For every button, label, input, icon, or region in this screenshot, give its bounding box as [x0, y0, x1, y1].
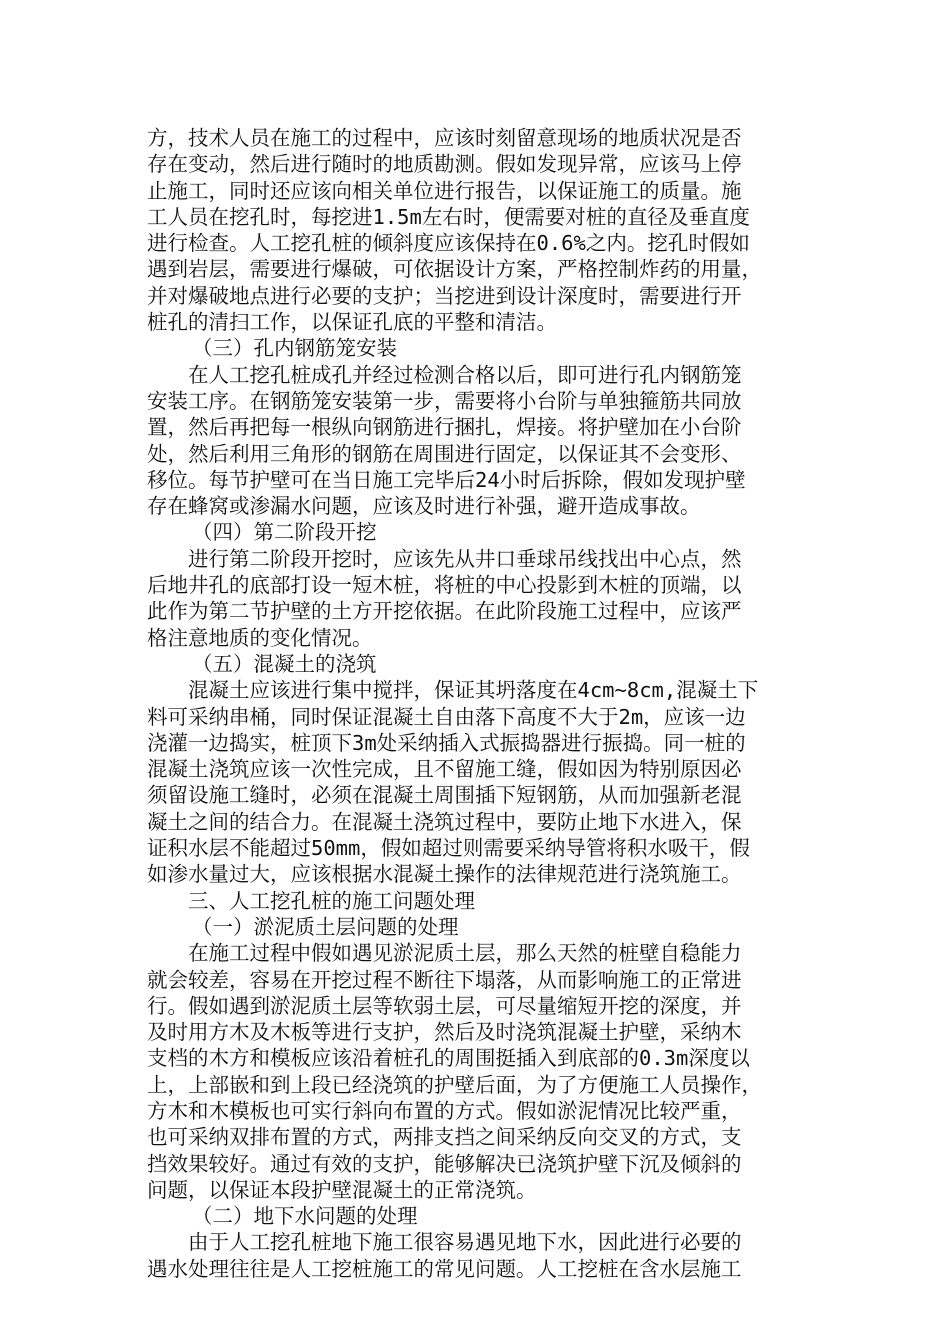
text-line: 进行检查。人工挖孔桩的倾斜度应该保持在0.6%之内。挖孔时假如 [147, 231, 750, 256]
text-line: 移位。每节护壁可在当日施工完毕后24小时后拆除，假如发现护壁 [147, 467, 746, 492]
text-line: 凝土之间的结合力。在混凝土浇筑过程中，要防止地下水进入，保 [147, 809, 742, 834]
paragraph-first-line: 由于人工挖孔桩地下施工很容易遇见地下水，因此进行必要的 [188, 1230, 742, 1255]
text-line: 并对爆破地点进行必要的支护；当挖进到设计深度时，需要进行开 [147, 283, 742, 308]
text-line: 料可采纳串桶，同时保证混凝土自由落下高度不大于2m，应该一边 [147, 704, 746, 729]
text-line: 处，然后利用三角形的钢筋在周围进行固定，以保证其不会变形、 [147, 441, 742, 466]
text-line: 存在变动，然后进行随时的地质勘测。假如发现异常，应该马上停 [147, 152, 742, 177]
text-line: 浇灌一边捣实，桩顶下3m处采纳插入式振捣器进行振捣。同一桩的 [147, 730, 746, 755]
document-text-block [147, 125, 803, 1282]
text-line: 挡效果较好。通过有效的支护，能够解决已浇筑护壁下沉及倾斜的 [147, 1151, 742, 1176]
section-heading-line: （一）淤泥质土层问题的处理 [192, 914, 459, 939]
paragraph-first-line: 在人工挖孔桩成孔并经过检测合格以后，即可进行孔内钢筋笼 [188, 362, 742, 387]
text-line: 止施工，同时还应该向相关单位进行报告，以保证施工的质量。施 [147, 178, 742, 203]
text-line: 格注意地质的变化情况。 [147, 625, 373, 650]
text-line: 桩孔的清扫工作，以保证孔底的平整和清洁。 [147, 310, 557, 335]
text-line: 后地井孔的底部打设一短木桩，将桩的中心投影到木桩的顶端，以 [147, 573, 742, 598]
text-line: 置，然后再把每一根纵向钢筋进行捆扎，焊接。将护壁加在小台阶 [147, 415, 742, 440]
paragraph-first-line: 混凝土应该进行集中搅拌，保证其坍落度在4cm~8cm,混凝土下 [188, 678, 759, 703]
text-line: 此作为第二节护壁的土方开挖依据。在此阶段施工过程中，应该严 [147, 599, 742, 624]
text-line: 方，技术人员在施工的过程中，应该时刻留意现场的地质状况是否 [147, 126, 742, 150]
section-heading-line: （三）孔内钢筋笼安装 [192, 336, 397, 361]
section-heading-line: （四）第二阶段开挖 [192, 520, 377, 545]
text-line: 如渗水量过大，应该根据水混凝土操作的法律规范进行浇筑施工。 [147, 862, 742, 887]
text-line: 支档的木方和模板应该沿着桩孔的周围挺插入到底部的0.3m深度以 [147, 1046, 750, 1071]
text-line: 问题，以保证本段护壁混凝土的正常浇筑。 [147, 1177, 537, 1202]
text-line: 混凝土浇筑应该一次性完成，且不留施工缝，假如因为特别原因必 [147, 757, 742, 782]
text-line: 工人员在挖孔时，每挖进1.5m左右时，便需要对桩的直径及垂直度 [147, 204, 750, 229]
paragraph-first-line: 三、人工挖孔桩的施工问题处理 [188, 888, 475, 913]
text-line: 方木和木模板也可实行斜向布置的方式。假如淤泥情况比较严重， [147, 1098, 742, 1123]
text-line: 遇到岩层，需要进行爆破，可依据设计方案，严格控制炸药的用量， [147, 257, 762, 282]
text-line: 证积水层不能超过50mm，假如超过则需要采纳导管将积水吸干，假 [147, 836, 750, 861]
text-line: 及时用方木及木板等进行支护，然后及时浇筑混凝土护壁，采纳木 [147, 1020, 742, 1045]
text-line: 须留设施工缝时，必须在混凝土周围插下短钢筋，从而加强新老混 [147, 783, 742, 808]
text-line: 上，上部嵌和到上段已经浇筑的护壁后面，为了方便施工人员操作， [147, 1072, 762, 1097]
text-line: 也可采纳双排布置的方式，两排支挡之间采纳反向交叉的方式，支 [147, 1125, 742, 1150]
text-line: 就会较差，容易在开挖过程不断往下塌落，从而影响施工的正常进 [147, 967, 742, 992]
text-line: 存在蜂窝或渗漏水问题，应该及时进行补强，避开造成事故。 [147, 494, 701, 519]
paragraph-first-line: 进行第二阶段开挖时，应该先从井口垂球吊线找出中心点，然 [188, 546, 742, 571]
text-line: 安装工序。在钢筋笼安装第一步，需要将小台阶与单独箍筋共同放 [147, 388, 742, 413]
section-heading-line: （二）地下水问题的处理 [192, 1204, 418, 1229]
text-line: 行。假如遇到淤泥质土层等软弱土层，可尽量缩短开挖的深度，并 [147, 993, 742, 1018]
section-heading-line: （五）混凝土的浇筑 [192, 651, 377, 676]
text-line: 遇水处理往往是人工挖桩施工的常见问题。人工挖桩在含水层施工 [147, 1256, 742, 1281]
paragraph-first-line: 在施工过程中假如遇见淤泥质土层，那么天然的桩壁自稳能力 [188, 941, 742, 966]
